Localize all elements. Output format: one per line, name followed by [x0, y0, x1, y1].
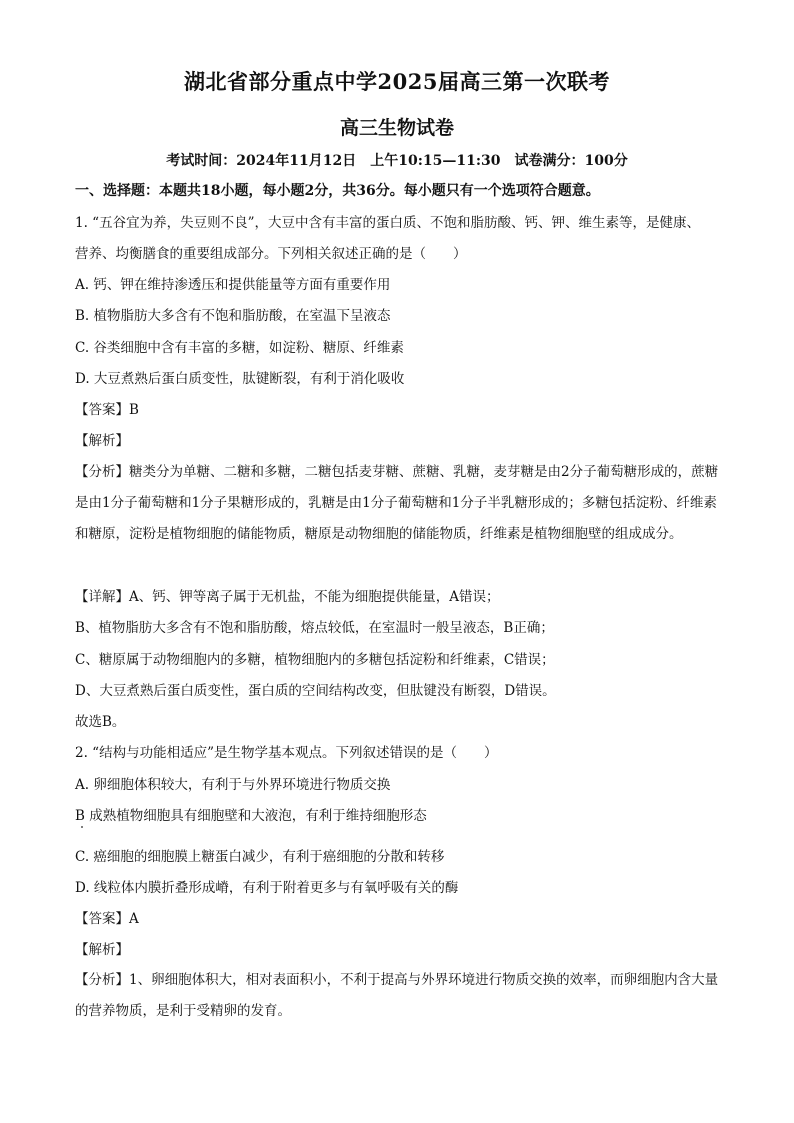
answer-value: A — [129, 911, 139, 927]
q1-detail-d: D、大豆煮熟后蛋白质变性，蛋白质的空间结构改变，但肽键没有断裂，D错误。 — [75, 683, 556, 699]
q2-option-a: A. 卵细胞体积较大，有利于与外界环境进行物质交换 — [75, 777, 391, 793]
q1-option-d: D. 大豆煮熟后蛋白质变性，肽键断裂，有利于消化吸收 — [75, 371, 405, 387]
q2-analysis-tag: 【解析】 — [75, 942, 129, 958]
answer-tag: 【答案】 — [75, 911, 129, 927]
q2-answer — [75, 910, 139, 928]
answer-value: B — [129, 402, 139, 418]
q1-stem-line1: 1. “五谷宜为养，失豆则不良”，大豆中含有丰富的蛋白质、不饱和脂肪酸、钙、钾、维生素等，是健康、 — [75, 215, 700, 231]
fenxi-tag: 【分析】 — [75, 972, 129, 988]
q2-stem: 2. “结构与功能相适应”是生物学基本观点。下列叙述错误的是（ ） — [75, 745, 498, 761]
q2-option-b: B 成熟植物细胞具有细胞壁和大液泡，有利于维持细胞形态 — [75, 808, 427, 824]
document-title: 湖北省部分重点中学2025届高三第一次联考 — [184, 69, 610, 94]
q1-detail-a-line — [75, 588, 500, 606]
fenxi-tag: 【分析】 — [75, 464, 129, 480]
q1-fenxi — [75, 457, 727, 550]
q1-option-b: B. 植物脂肪大多含有不饱和脂肪酸，在室温下呈液态 — [75, 308, 391, 324]
q1-conclusion: 故选B。 — [75, 714, 126, 730]
q1-detail-c: C、糖原属于动物细胞内的多糖，植物细胞内的多糖包括淀粉和纤维素，C错误； — [75, 652, 555, 668]
exam-info: 考试时间：2024年11月12日 上午10:15—11:30 试卷满分：100分 — [166, 153, 628, 169]
q1-option-a: A. 钙、钾在维持渗透压和提供能量等方面有重要作用 — [75, 277, 391, 293]
q1-answer — [75, 401, 139, 419]
answer-tag: 【答案】 — [75, 402, 129, 418]
q1-stem-line2: 营养、均衡膳食的重要组成部分。下列相关叙述正确的是（ ） — [75, 246, 467, 262]
detail-a: A、钙、钾等离子属于无机盐，不能为细胞提供能量，A错误； — [129, 589, 500, 605]
fenxi-text: 糖类分为单糖、二糖和多糖，二糖包括麦芽糖、蔗糖、乳糖，麦芽糖是由2分子葡萄糖形成的，蔗糖是由1分子葡萄糖和1分子果糖形成的，乳糖是由1分子葡萄糖和1分子半乳糖形成的；多糖包括淀粉、纤维素和糖原，淀粉是植物细胞的储能物质，糖原是动物细胞的储能物质，纤维素是植物细胞壁的组成成分。 — [75, 464, 719, 542]
q1-detail-b: B、植物脂肪大多含有不饱和脂肪酸，熔点较低，在室温时一般呈液态，B正确； — [75, 620, 554, 636]
q2-fenxi — [75, 965, 727, 1027]
q2-option-c: C. 癌细胞的细胞膜上糖蛋白减少，有利于癌细胞的分散和转移 — [75, 849, 445, 865]
document-subtitle: 高三生物试卷 — [339, 117, 454, 139]
section-heading: 一、选择题：本题共18小题，每小题2分，共36分。每小题只有一个选项符合题意。 — [75, 183, 600, 199]
fenxi-text: 1、卵细胞体积大，相对表面积小，不利于提高与外界环境进行物质交换的效率，而卵细胞内含大量的营养物质，是利于受精卵的发育。 — [75, 972, 719, 1019]
q1-option-c: C. 谷类细胞中含有丰富的多糖，如淀粉、糖原、纤维素 — [75, 340, 404, 356]
xiangjie-tag: 【详解】 — [75, 589, 129, 605]
q2-option-d: D. 线粒体内膜折叠形成嵴，有利于附着更多与有氧呼吸有关的酶 — [75, 880, 459, 896]
q1-analysis-tag: 【解析】 — [75, 433, 129, 449]
stray-dot — [81, 826, 83, 828]
